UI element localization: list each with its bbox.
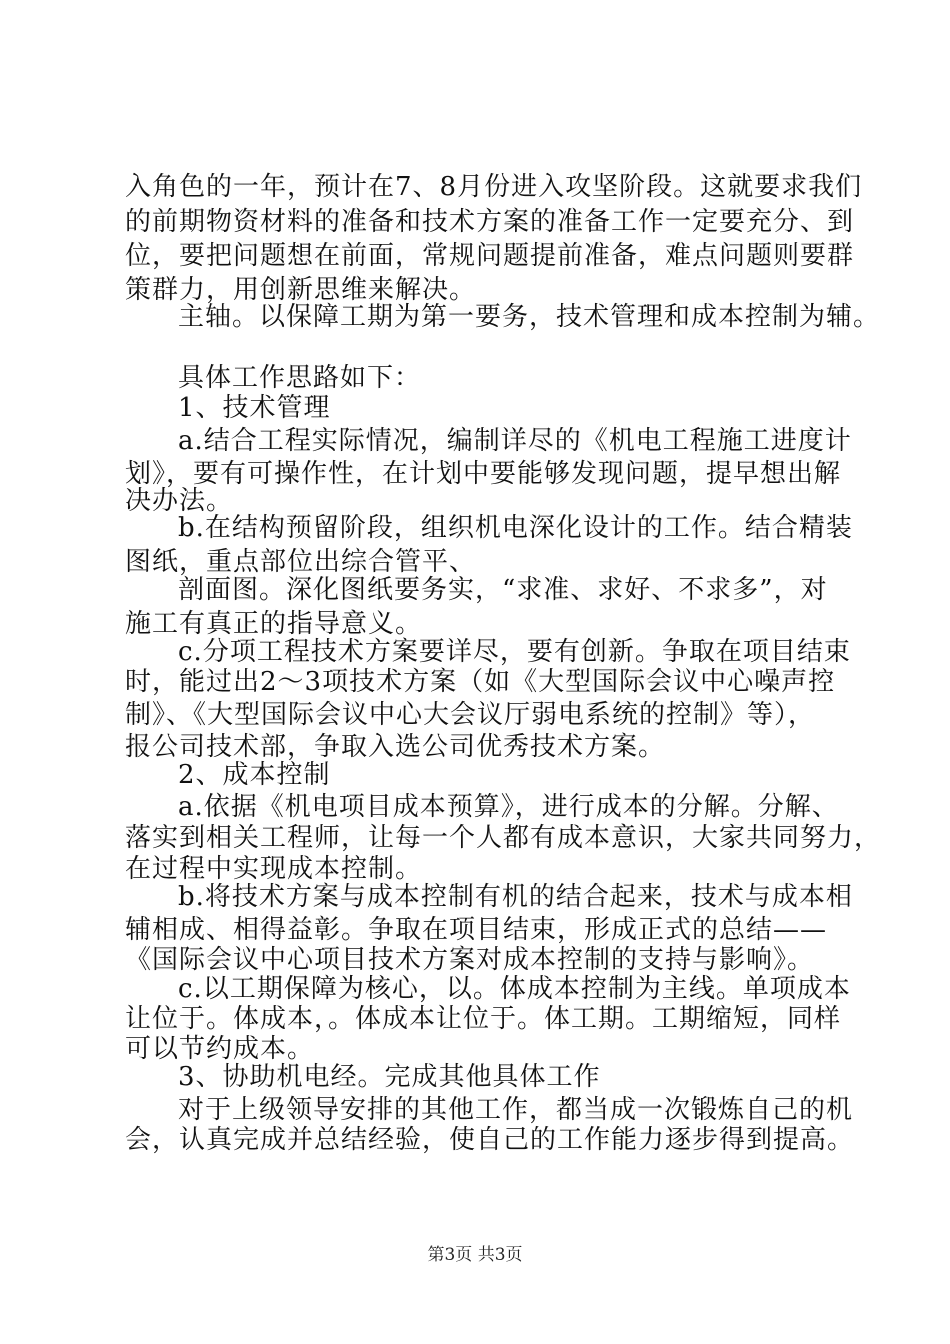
paragraph-line: a.依据《机电项目成本预算》，进行成本的分解。分解、 xyxy=(178,792,839,822)
paragraph-line: 剖面图。深化图纸要务实，“求准、求好、不求多”，对 xyxy=(178,575,828,605)
section-heading-cost: 2、成本控制 xyxy=(178,760,331,790)
paragraph-line: 策群力，用创新思维来解决。 xyxy=(125,275,477,305)
paragraph-line: 会，认真完成并总结经验，使自己的工作能力逐步得到提高。 xyxy=(125,1125,855,1155)
paragraph-line: c.以工期保障为核心，以。体成本控制为主线。单项成本 xyxy=(178,974,851,1004)
paragraph-line: b.将技术方案与成本控制有机的结合起来，技术与成本相 xyxy=(178,882,853,912)
paragraph-line: 决办法。 xyxy=(125,486,234,516)
paragraph-line: 在过程中实现成本控制。 xyxy=(125,854,423,884)
paragraph-line: 可以节约成本。 xyxy=(125,1034,315,1064)
paragraph-line: 时，能过出2～3项技术方案（如《大型国际会议中心噪声控 xyxy=(125,667,836,697)
paragraph-line: c.分项工程技术方案要详尽，要有创新。争取在项目结束 xyxy=(178,637,851,667)
paragraph-line: 施工有真正的指导意义。 xyxy=(125,609,423,639)
section-heading-assist: 3、协助机电经。完成其他具体工作 xyxy=(178,1062,601,1092)
paragraph-line: 图纸，重点部位出综合管平、 xyxy=(125,547,477,577)
paragraph-line: 的前期物资材料的准备和技术方案的准备工作一定要充分、到 xyxy=(125,207,855,237)
paragraph-line: 主轴。以保障工期为第一要务，技术管理和成本控制为辅。 xyxy=(178,302,881,332)
paragraph-line: 入角色的一年，预计在7、8月份进入攻坚阶段。这就要求我们 xyxy=(125,172,863,202)
paragraph-line: 让位于。体成本，。体成本让位于。体工期。工期缩短，同样 xyxy=(125,1004,842,1034)
paragraph-line: 划》，要有可操作性，在计划中要能够发现问题，提早想出解 xyxy=(125,459,842,489)
paragraph-line: 落实到相关工程师，让每一个人都有成本意识，大家共同努力， xyxy=(125,823,882,853)
paragraph-line: b.在结构预留阶段，组织机电深化设计的工作。结合精装 xyxy=(178,513,853,543)
paragraph-line: 辅相成、相得益彰。争取在项目结束，形成正式的总结—— xyxy=(125,915,828,945)
page-footer: 第3页 共3页 xyxy=(427,1245,523,1265)
paragraph-line: 对于上级领导安排的其他工作，都当成一次锻炼自己的机 xyxy=(178,1095,854,1125)
paragraph-line: 位，要把问题想在前面，常规问题提前准备，难点问题则要群 xyxy=(125,241,855,271)
paragraph-line: 《国际会议中心项目技术方案对成本控制的支持与影响》。 xyxy=(125,945,815,975)
section-heading-technical: 1、技术管理 xyxy=(178,393,331,423)
paragraph-line: a.结合工程实际情况，编制详尽的《机电工程施工进度计 xyxy=(178,426,852,456)
paragraph-line: 报公司技术部，争取入选公司优秀技术方案。 xyxy=(125,732,666,762)
section-intro: 具体工作思路如下： xyxy=(178,363,422,393)
paragraph-line: 制》、《大型国际会议中心大会议厅弱电系统的控制》等）， xyxy=(125,700,816,730)
